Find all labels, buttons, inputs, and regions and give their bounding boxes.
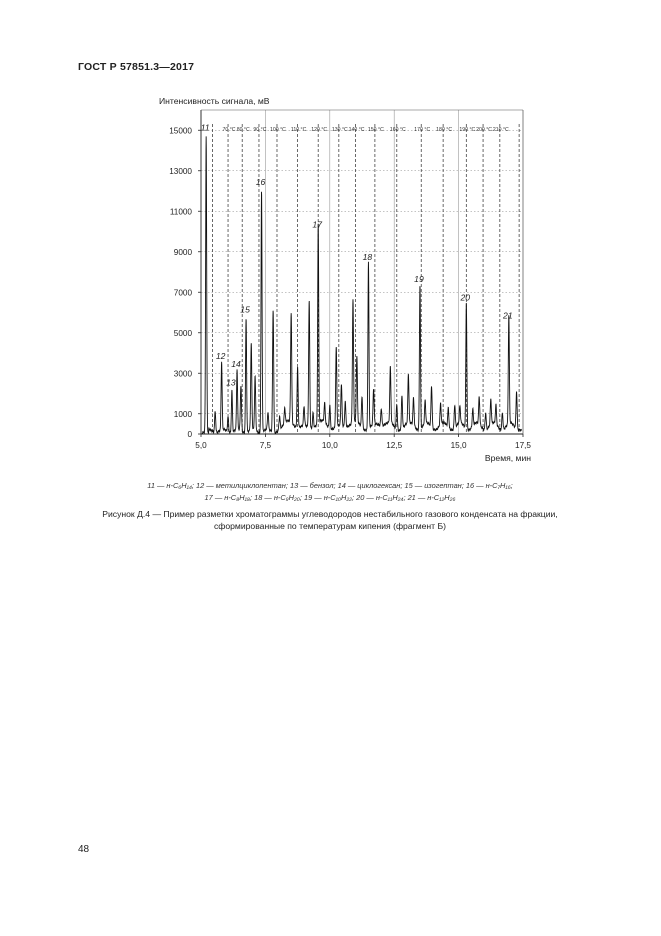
temperature-marker-label: 200 °C — [476, 127, 493, 133]
peak-label: 19 — [414, 274, 424, 285]
temperature-marker-label: 80 °C — [236, 127, 250, 133]
figure-caption-line-1: Рисунок Д.4 — Пример разметки хроматограммы углеводородов нестабильного газового конденсата на фракции, — [102, 509, 558, 519]
peak-label: 13 — [226, 377, 236, 388]
x-axis-label: Время, мин — [484, 453, 531, 463]
temperature-marker-label: 190 °C — [459, 127, 476, 133]
page-number: 48 — [78, 844, 90, 855]
y-tick-label: 5000 — [173, 328, 192, 338]
y-tick-label: 11000 — [169, 207, 192, 217]
y-axis-label: Интенсивность сигнала, мВ — [159, 96, 270, 106]
y-tick-label: 7000 — [173, 288, 192, 298]
temperature-marker-label: 90 °C — [253, 127, 267, 133]
temperature-marker-label: 170 °C — [414, 127, 431, 133]
peak-legend-line-1: 11 — н-C₆H₁₄; 12 — метилциклопентан; 13 — бензол; 14 — циклогексан; 15 — изогептан; 16 — н-C₇H₁₆; — [147, 481, 513, 490]
temperature-marker-label: 100 °C — [270, 127, 286, 133]
peak-label: 11 — [200, 122, 210, 133]
y-tick-label: 1000 — [173, 409, 192, 419]
peak-label: 17 — [312, 219, 322, 230]
peak-label: 20 — [460, 292, 471, 303]
document-header: ГОСТ Р 57851.3—2017 — [78, 61, 195, 73]
peak-label: 21 — [503, 310, 513, 321]
figure-caption-line-2: сформированные по температурам кипения (фрагмент Б) — [214, 521, 446, 531]
x-tick-label: 17,5 — [515, 441, 531, 450]
figure-caption — [60, 508, 600, 532]
x-tick-label: 12,5 — [386, 441, 403, 450]
peak-label: 14 — [231, 359, 241, 370]
x-tick-label: 7,5 — [259, 441, 272, 450]
y-tick-label: 13000 — [169, 166, 192, 176]
peak-label: 12 — [215, 351, 226, 362]
peak-label: 18 — [362, 251, 373, 262]
peak-legend — [60, 480, 600, 504]
x-tick-label: 5,0 — [195, 441, 207, 450]
temperature-marker-label: 130 °C — [331, 127, 348, 133]
y-tick-label: 0 — [187, 430, 192, 439]
y-tick-label: 15000 — [169, 126, 192, 136]
temperature-marker-label: 110 °C — [290, 127, 307, 133]
temperature-marker-label: 150 °C — [367, 127, 384, 133]
y-tick-label: 9000 — [173, 247, 192, 257]
temperature-marker-label: 180 °C — [436, 127, 453, 133]
temperature-marker-label: 160 °C — [389, 127, 406, 133]
y-tick-label: 3000 — [173, 369, 192, 379]
temperature-marker-label: 120 °C — [311, 127, 328, 133]
x-tick-label: 15,0 — [450, 441, 467, 450]
peak-label: 15 — [240, 304, 250, 315]
temperature-marker-label: 140 °C — [348, 127, 365, 133]
temperature-marker-label: 210 °C — [492, 127, 509, 133]
peak-label: 16 — [255, 176, 266, 187]
chromatogram-trace — [202, 136, 521, 433]
temperature-marker-label: 70 °C — [222, 127, 236, 133]
x-tick-label: 10,0 — [321, 441, 338, 450]
peak-legend-line-2: 17 — н-C₈H₁₈; 18 — н-C₉H₂₀; 19 — н-C₁₀H₂₂; 20 — н-C₁₁H₂₄; 21 — н-C₁₂H₂₆ — [204, 493, 456, 502]
